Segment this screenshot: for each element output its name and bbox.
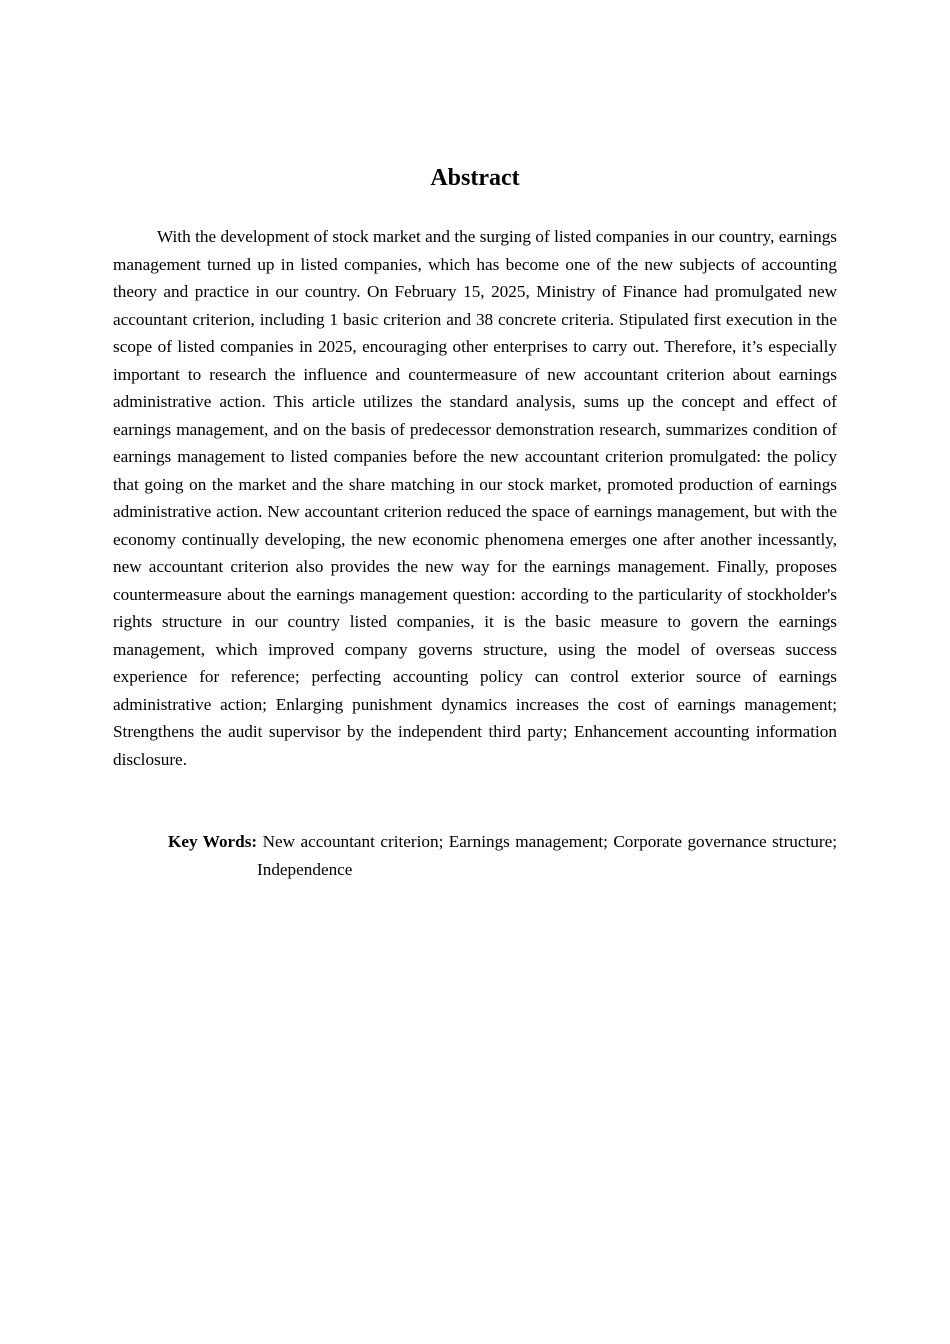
keywords-label: Key Words: bbox=[168, 832, 258, 851]
keywords-paragraph bbox=[168, 828, 837, 883]
keywords-list: New accountant criterion; Earnings management; Corporate governance structure; Independence bbox=[257, 832, 838, 879]
abstract-title: Abstract bbox=[430, 165, 520, 191]
abstract-paragraph: With the development of stock market and the surging of listed companies in our country, earnings management turned up in listed companies, which has become one of the new subjects of accounting theory and practice in our country. On February 15, 2025, Ministry of Finance had promulgated new accountant criterion, including 1 basic criterion and 38 concrete criteria. Stipulated first execution in the scope of listed companies in 2025, encouraging other enterprises to carry out. Therefore, it’s especially important to research the influence and countermeasure of new accountant criterion about earnings administrative action. This article utilizes the standard analysis, sums up the concept and effect of earnings management, and on the basis of predecessor demonstration research, summarizes condition of earnings management to listed companies before the new accountant criterion promulgated: the policy that going on the market and the share matching in our stock market, promoted production of earnings administrative action. New accountant criterion reduced the space of earnings management, but with the economy continually developing, the new economic phenomena emerges one after another incessantly, new accountant criterion also provides the new way for the earnings management. Finally, proposes countermeasure about the earnings management question: according to the particularity of stockholder's rights structure in our country listed companies, it is the basic measure to govern the earnings management, which improved company governs structure, using the model of overseas success experience for reference; perfecting accounting policy can control exterior source of earnings administrative action; Enlarging punishment dynamics increases the cost of earnings management; Strengthens the audit supervisor by the independent third party; Enhancement accounting information disclosure. bbox=[113, 227, 837, 769]
